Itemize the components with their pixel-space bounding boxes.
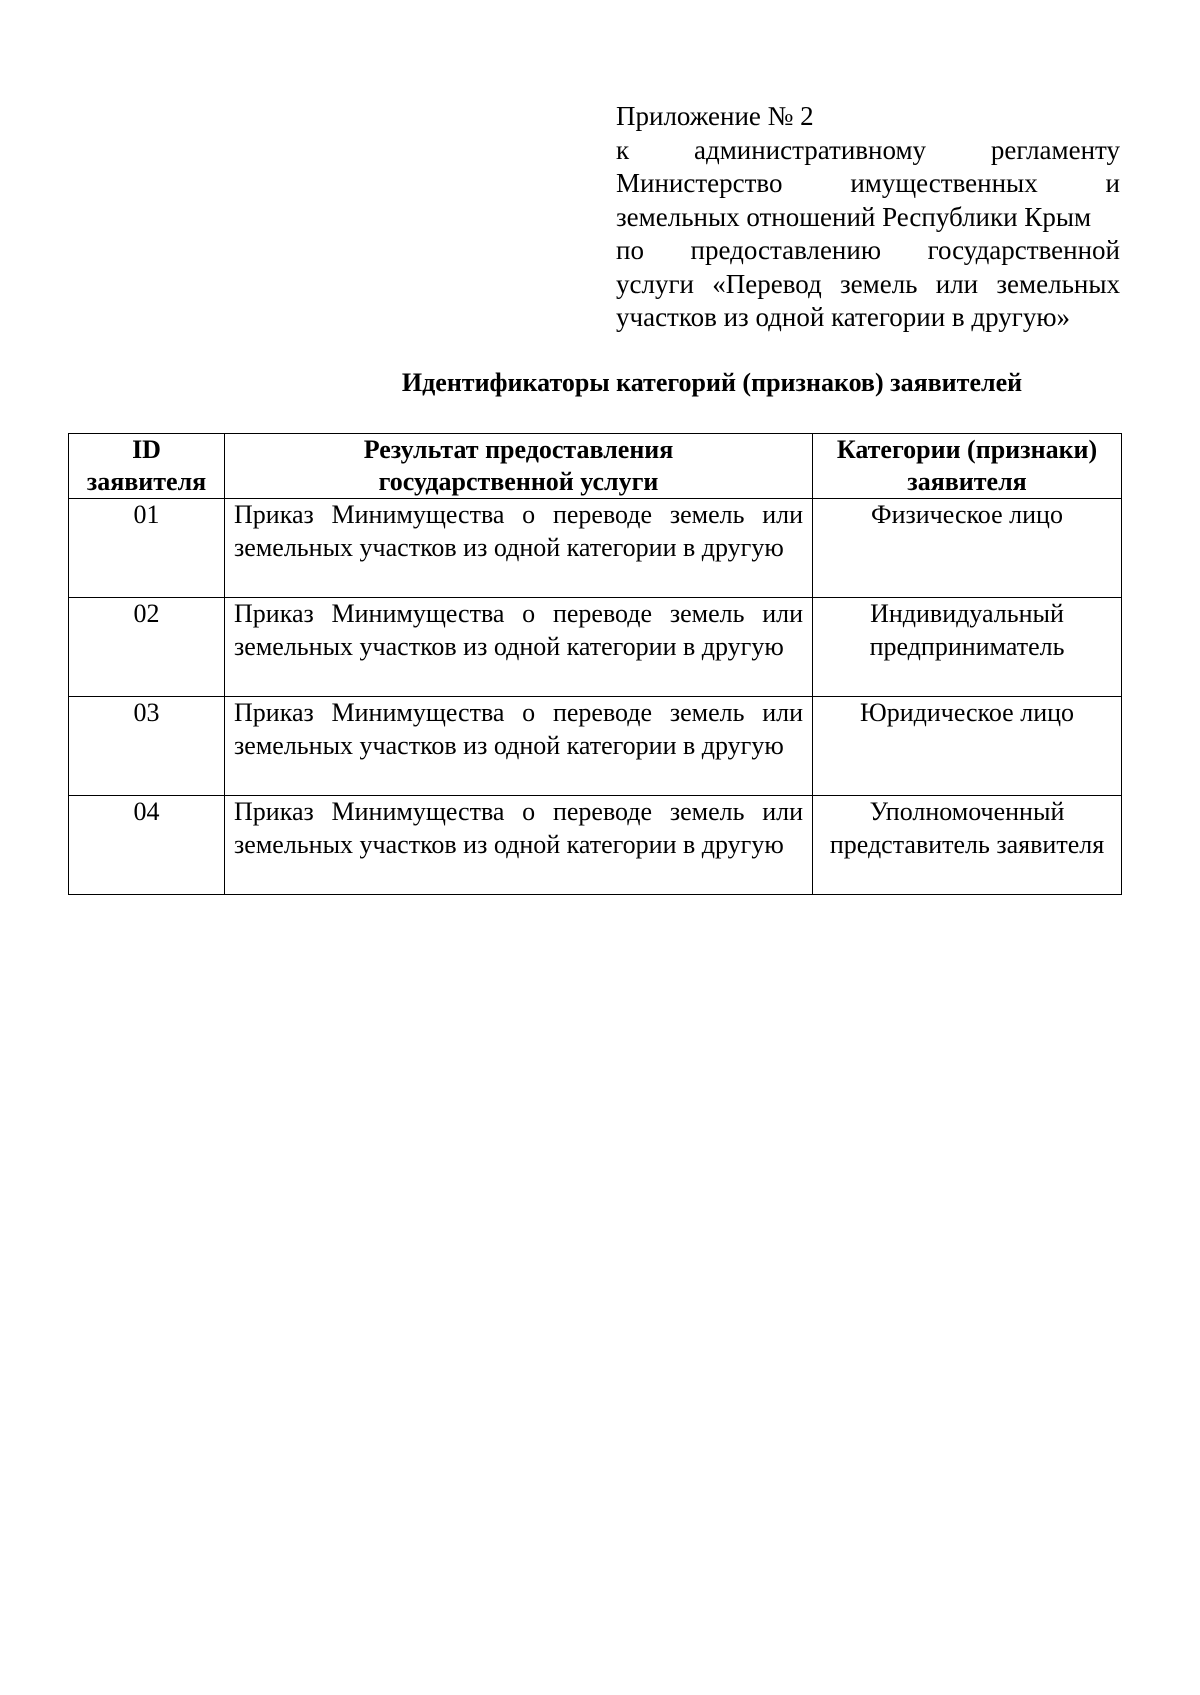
- cell-category: Индивидуальный предприниматель: [813, 598, 1122, 697]
- cell-result: Приказ Минимущества о переводе земель или земельных участков из одной категории в другую: [225, 697, 813, 796]
- column-header-result: Результат предоставления государственной услуги: [225, 434, 813, 499]
- page-title: Идентификаторы категорий (признаков) заявителей: [401, 368, 1023, 397]
- cell-result: Приказ Минимущества о переводе земель или земельных участков из одной категории в другую: [225, 796, 813, 895]
- table-row: [69, 598, 1122, 697]
- appendix-line: услуги «Перевод земель или земельных: [616, 268, 1120, 299]
- appendix-line: Министерство имущественных и: [616, 168, 1120, 198]
- appendix-line: земельных отношений Республики Крым: [616, 201, 1092, 232]
- cell-category: Физическое лицо: [813, 499, 1122, 598]
- cell-id: 03: [69, 697, 225, 796]
- table-row: [69, 796, 1122, 895]
- appendix-line: к административному регламенту: [616, 134, 1120, 165]
- appendix-title: Приложение № 2: [616, 101, 814, 131]
- cell-category: Уполномоченный представитель заявителя: [813, 796, 1122, 895]
- applicant-id-table: [68, 433, 1122, 895]
- appendix-line: по предоставлению государственной: [616, 235, 1120, 265]
- table-row: [69, 697, 1122, 796]
- appendix-line: участков из одной категории в другую»: [616, 302, 1071, 332]
- cell-category: Юридическое лицо: [813, 697, 1122, 796]
- cell-result: Приказ Минимущества о переводе земель или земельных участков из одной категории в другую: [225, 598, 813, 697]
- cell-result: Приказ Минимущества о переводе земель или земельных участков из одной категории в другую: [225, 499, 813, 598]
- cell-id: 01: [69, 499, 225, 598]
- appendix-block: [616, 100, 1120, 335]
- cell-id: 02: [69, 598, 225, 697]
- table-header-row: [69, 434, 1122, 499]
- column-header-id: ID заявителя: [69, 434, 225, 499]
- column-header-category: Категории (признаки) заявителя: [813, 434, 1122, 499]
- cell-id: 04: [69, 796, 225, 895]
- table-row: [69, 499, 1122, 598]
